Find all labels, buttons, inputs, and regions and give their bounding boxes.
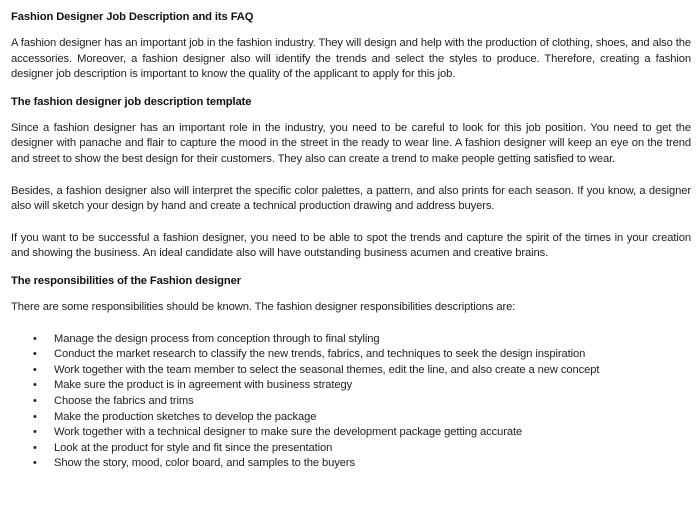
document (11, 9, 691, 472)
bullet-icon: • (33, 363, 37, 376)
template-paragraph-2: Besides, a fashion designer also will interpret the specific color palettes, a pattern, and also prints for each season. If you know, a designer also will sketch your design by hand and create a technical production drawing and address buyers. (11, 184, 691, 213)
list-item: • Choose the fabrics and trims (11, 394, 691, 410)
template-paragraph-3: If you want to be successful a fashion designer, you need to be able to spot the trends and capture the spirit of the times in your creation and showing the business. An ideal candidate also will have outstanding business acumen and creative brains. (11, 231, 691, 260)
template-paragraph-1: Since a fashion designer has an important role in the industry, you need to be careful to look for this job position. You need to get the designer with panache and flair to capture the mood in the street in the ready to wear line. A fashion designer will keep an eye on the trend and street to show the best design for their customers. They also can create a trend to make people getting satisfied to wear. (11, 121, 691, 165)
intro-paragraph: A fashion designer has an important job in the fashion industry. They will design and help with the production of clothing, shoes, and also the accessories. Moreover, a fashion designer also will identify the trends and select the styles to produce. Therefore, creating a fashion designer job description is important to know the quality of the applicant to apply for this job. (11, 37, 691, 81)
bullet-icon: • (33, 426, 37, 439)
responsibilities-list (11, 332, 691, 472)
bullet-icon: • (33, 410, 37, 423)
list-item: • Make sure the product is in agreement with business strategy (11, 378, 691, 394)
list-item: • Make the production sketches to develop the package (11, 410, 691, 426)
bullet-icon: • (33, 332, 37, 345)
list-item: • Work together with a technical designer to make sure the development package getting accurate (11, 425, 691, 441)
list-item: • Show the story, mood, color board, and samples to the buyers (11, 456, 691, 472)
bullet-icon: • (33, 348, 37, 361)
list-item: • Look at the product for style and fit since the presentation (11, 441, 691, 457)
section-heading-template: The fashion designer job description template (11, 95, 252, 108)
section-heading-responsibilities: The responsibilities of the Fashion designer (11, 274, 241, 287)
bullet-icon: • (33, 441, 37, 454)
bullet-icon: • (33, 379, 37, 392)
bullet-icon: • (33, 394, 37, 407)
bullet-icon: • (33, 457, 37, 470)
list-item: • Work together with the team member to select the seasonal themes, edit the line, and also create a new concept (11, 363, 691, 379)
list-item: • Conduct the market research to classify the new trends, fabrics, and techniques to seek the design inspiration (11, 347, 691, 363)
list-item: • Manage the design process from conception through to final styling (11, 332, 691, 348)
responsibilities-intro: There are some responsibilities should be known. The fashion designer responsibilities descriptions are: (11, 300, 516, 313)
document-title: Fashion Designer Job Description and its FAQ (11, 11, 254, 23)
